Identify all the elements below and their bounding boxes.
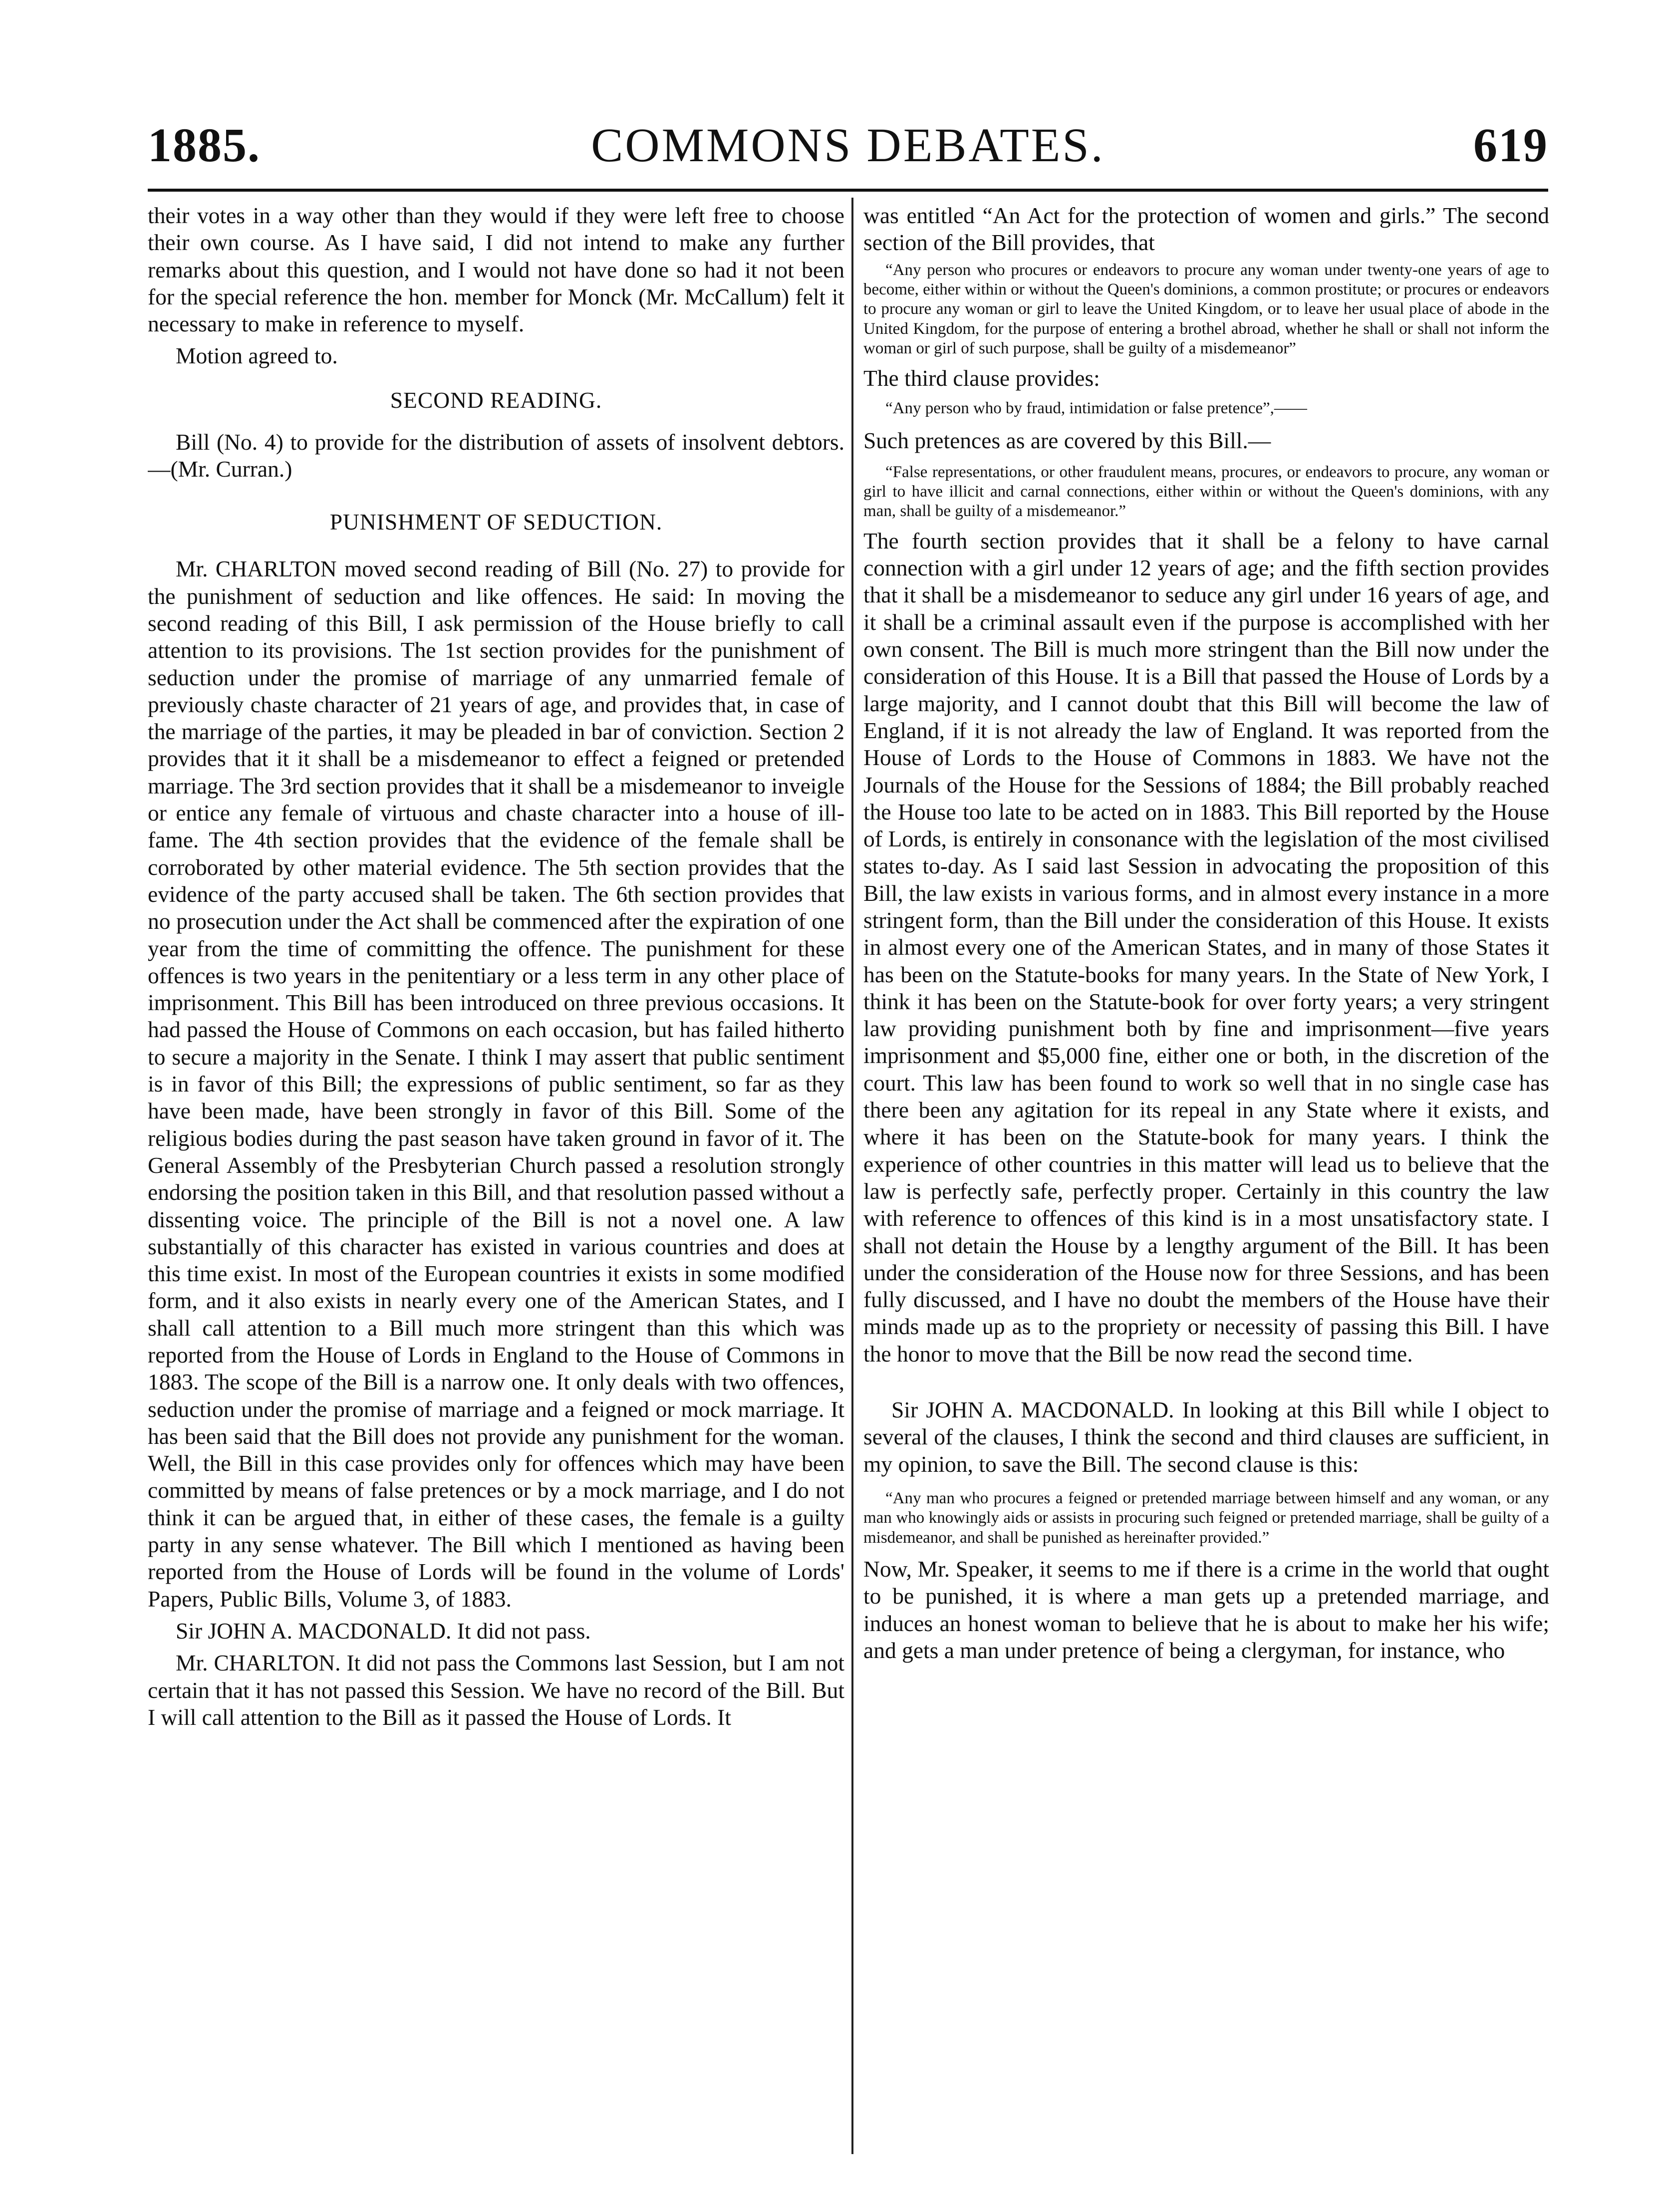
left-column [148, 202, 844, 1731]
paragraph: Now, Mr. Speaker, it seems to me if there is a crime in the world that ought to be punished, it is where a man gets up a pretended marriage, and induces an honest woman to believe that he is about to make her his wife; and gets a man under pretence of being a clergyman, for instance, who [863, 1556, 1549, 1663]
column-divider [851, 198, 853, 2154]
paragraph: Sir JOHN A. MACDONALD. In looking at this Bill while I object to several of the clauses, I think the second and third clauses are sufficient, in my opinion, to save the Bill. The second clause is this: [863, 1397, 1549, 1477]
paragraph: Bill (No. 4) to provide for the distribution of assets of insolvent debtors.—(Mr. Curran.) [148, 429, 844, 482]
quoted-clause: “Any man who procures a feigned or pretended marriage between himself and any woman, or any man who knowingly aids or assists in procuring such feigned or pretended marriage, shall be guilty of a misdemeanor, and shall be punished as hereinafter provided.” [863, 1489, 1549, 1547]
paragraph: was entitled “An Act for the protection of women and girls.” The second section of the Bill provides, that [863, 203, 1549, 256]
paragraph: The third clause provides: [863, 365, 1100, 391]
section-heading: SECOND READING. [390, 387, 602, 413]
section-heading: PUNISHMENT OF SEDUCTION. [329, 509, 663, 535]
paragraph: Mr. CHARLTON. It did not pass the Commons last Session, but I am not certain that it has not passed this Session. We have no record of the Bill. But I will call attention to the Bill as it passed the House of Lords. It [148, 1650, 844, 1730]
paragraph: Such pretences as are covered by this Bill.— [863, 428, 1271, 454]
header-title: COMMONS DEBATES. [591, 118, 1105, 172]
paragraph: their votes in a way other than they would if they were left free to choose their own course. As I have said, I did not intend to make any further remarks about this question, and I would not have done so had it not been for the special reference the hon. member for Monck (Mr. McCallum) felt it necessary to make in reference to myself. [148, 203, 844, 337]
quoted-clause: “Any person who procures or endeavors to procure any woman under twenty-one years of age to become, either within or without the Queen's dominions, a common prostitute; or procures or endeavors to procure any woman or girl to leave the United Kingdom, or to leave her usual place of abode in the United Kingdom, for the purpose of entering a brothel abroad, whether he shall or shall not inform the woman or girl of such purpose, shall be guilty of a misdemeanor” [863, 261, 1549, 358]
header-rule [148, 189, 1548, 192]
paragraph: The fourth section provides that it shall be a felony to have carnal connection with a girl under 12 years of age; and the fifth section provides that it shall be a misdemeanor to seduce any girl under 16 years of age, and it shall be a criminal assault even if the purpose is accomplished with her own consent. The Bill is much more stringent than the Bill now under the consideration of this House. It is a Bill that passed the House of Lords by a large majority, and I cannot doubt that this Bill will become the law of England, if it is not already the law of England. It was reported from the House of Lords to the House of Commons in 1883. We have not the Journals of the House for the Sessions of 1884; the Bill probably reached the House too late to be acted on in 1883. This Bill reported by the House of Lords, is entirely in consonance with the legislation of the most civilised states to-day. As I said last Session in advocating the proposition of this Bill, the law exists in various forms, and in almost every instance in a more stringent form, than the Bill under the consideration of this House. It exists in almost every one of the American States, and in many of those States it has been on the Statute-books for many years. In the State of New York, I think it has been on the Statute-book for over forty years; a very stringent law providing punishment both by fine and imprisonment—five years imprisonment and $5,000 fine, either one or both, in the discretion of the court. This law has been found to work so well that in no single case has there been any agitation for its repeal in any State where it exists, and where it has been on the Statute-book for many years. I think the experience of other countries in this matter will lead us to believe that the law is perfectly safe, perfectly proper. Certainly in this country the law with reference to offences of this kind is in a most unsatisfactory state. I shall not detain the House by a lengthy argument of the Bill. It has been under the consideration of the House now for three Sessions, and has been fully discussed, and I have no doubt the members of the House have their minds made up as to the propriety or necessity of passing this Bill. I have the honor to move that the Bill be now read the second time. [863, 528, 1549, 1367]
quoted-clause: “Any person who by fraud, intimidation or false pretence”,—— [885, 399, 1307, 417]
quoted-clause: “False representations, or other fraudulent means, procures, or endeavors to procure, any woman or girl to have illicit and carnal connections, either within or without the Queen's dominions, with any man, shall be guilty of a misdemeanor.” [863, 463, 1549, 521]
header-year: 1885. [148, 118, 261, 172]
paragraph: Sir JOHN A. MACDONALD. It did not pass. [176, 1618, 591, 1644]
header-page-number: 619 [1473, 118, 1548, 172]
page-header [148, 118, 1548, 178]
paragraph: Motion agreed to. [176, 343, 338, 369]
paragraph: Mr. CHARLTON moved second reading of Bill (No. 27) to provide for the punishment of seduction and like offences. He said: In moving the second reading of this Bill, I ask permission of the House briefly to call attention to its provisions. The 1st section provides for the punishment of seduction under the promise of marriage of any unmarried female of previously chaste character of 21 years of age, and provides that, in case of the marriage of the parties, it may be pleaded in bar of conviction. Section 2 provides that it it shall be a misdemeanor to effect a feigned or pretended marriage. The 3rd section provides that it shall be a misdemeanor to inveigle or entice any female of virtuous and chaste character into a house of ill-fame. The 4th section provides that the evidence of the female shall be corroborated by other material evidence. The 5th section provides that the evidence of the party accused shall be taken. The 6th section provides that no prosecution under the Act shall be commenced after the expiration of one year from the time of committing the offence. The punishment for these offences is two years in the penitentiary or a less term in any other place of imprisonment. This Bill has been introduced on three previous occasions. It had passed the House of Commons on each occasion, but has failed hitherto to secure a majority in the Senate. I think I may assert that public sentiment is in favor of this Bill; the expressions of public sentiment, so far as they have been made, have been strongly in favor of this Bill. Some of the religious bodies during the past season have taken ground in favor of it. The General Assembly of the Presbyterian Church passed a resolution strongly endorsing the position taken in this Bill, and that resolution passed without a dissenting voice. The principle of the Bill is not a novel one. A law substantially of this character has existed in various countries and does at this time exist. In most of the European countries it exists in some modified form, and it also exists in nearly every one of the American States, and I shall call attention to a Bill much more stringent than this which was reported from the House of Lords in England to the House of Commons in 1883. The scope of the Bill is a narrow one. It only deals with two offences, seduction under the promise of marriage and a feigned or mock marriage. It has been said that the Bill does not provide any punishment for the woman. Well, the Bill in this case provides only for offences which may have been committed by means of false pretences or by a mock marriage, and I do not think it can be argued that, in either of these cases, the female is a guilty party in any sense whatever. The Bill which I mentioned as having been reported from the House of Lords will be found in the volume of Lords' Papers, Public Bills, Volume 3, of 1883. [148, 556, 844, 1612]
right-column [863, 202, 1549, 1664]
